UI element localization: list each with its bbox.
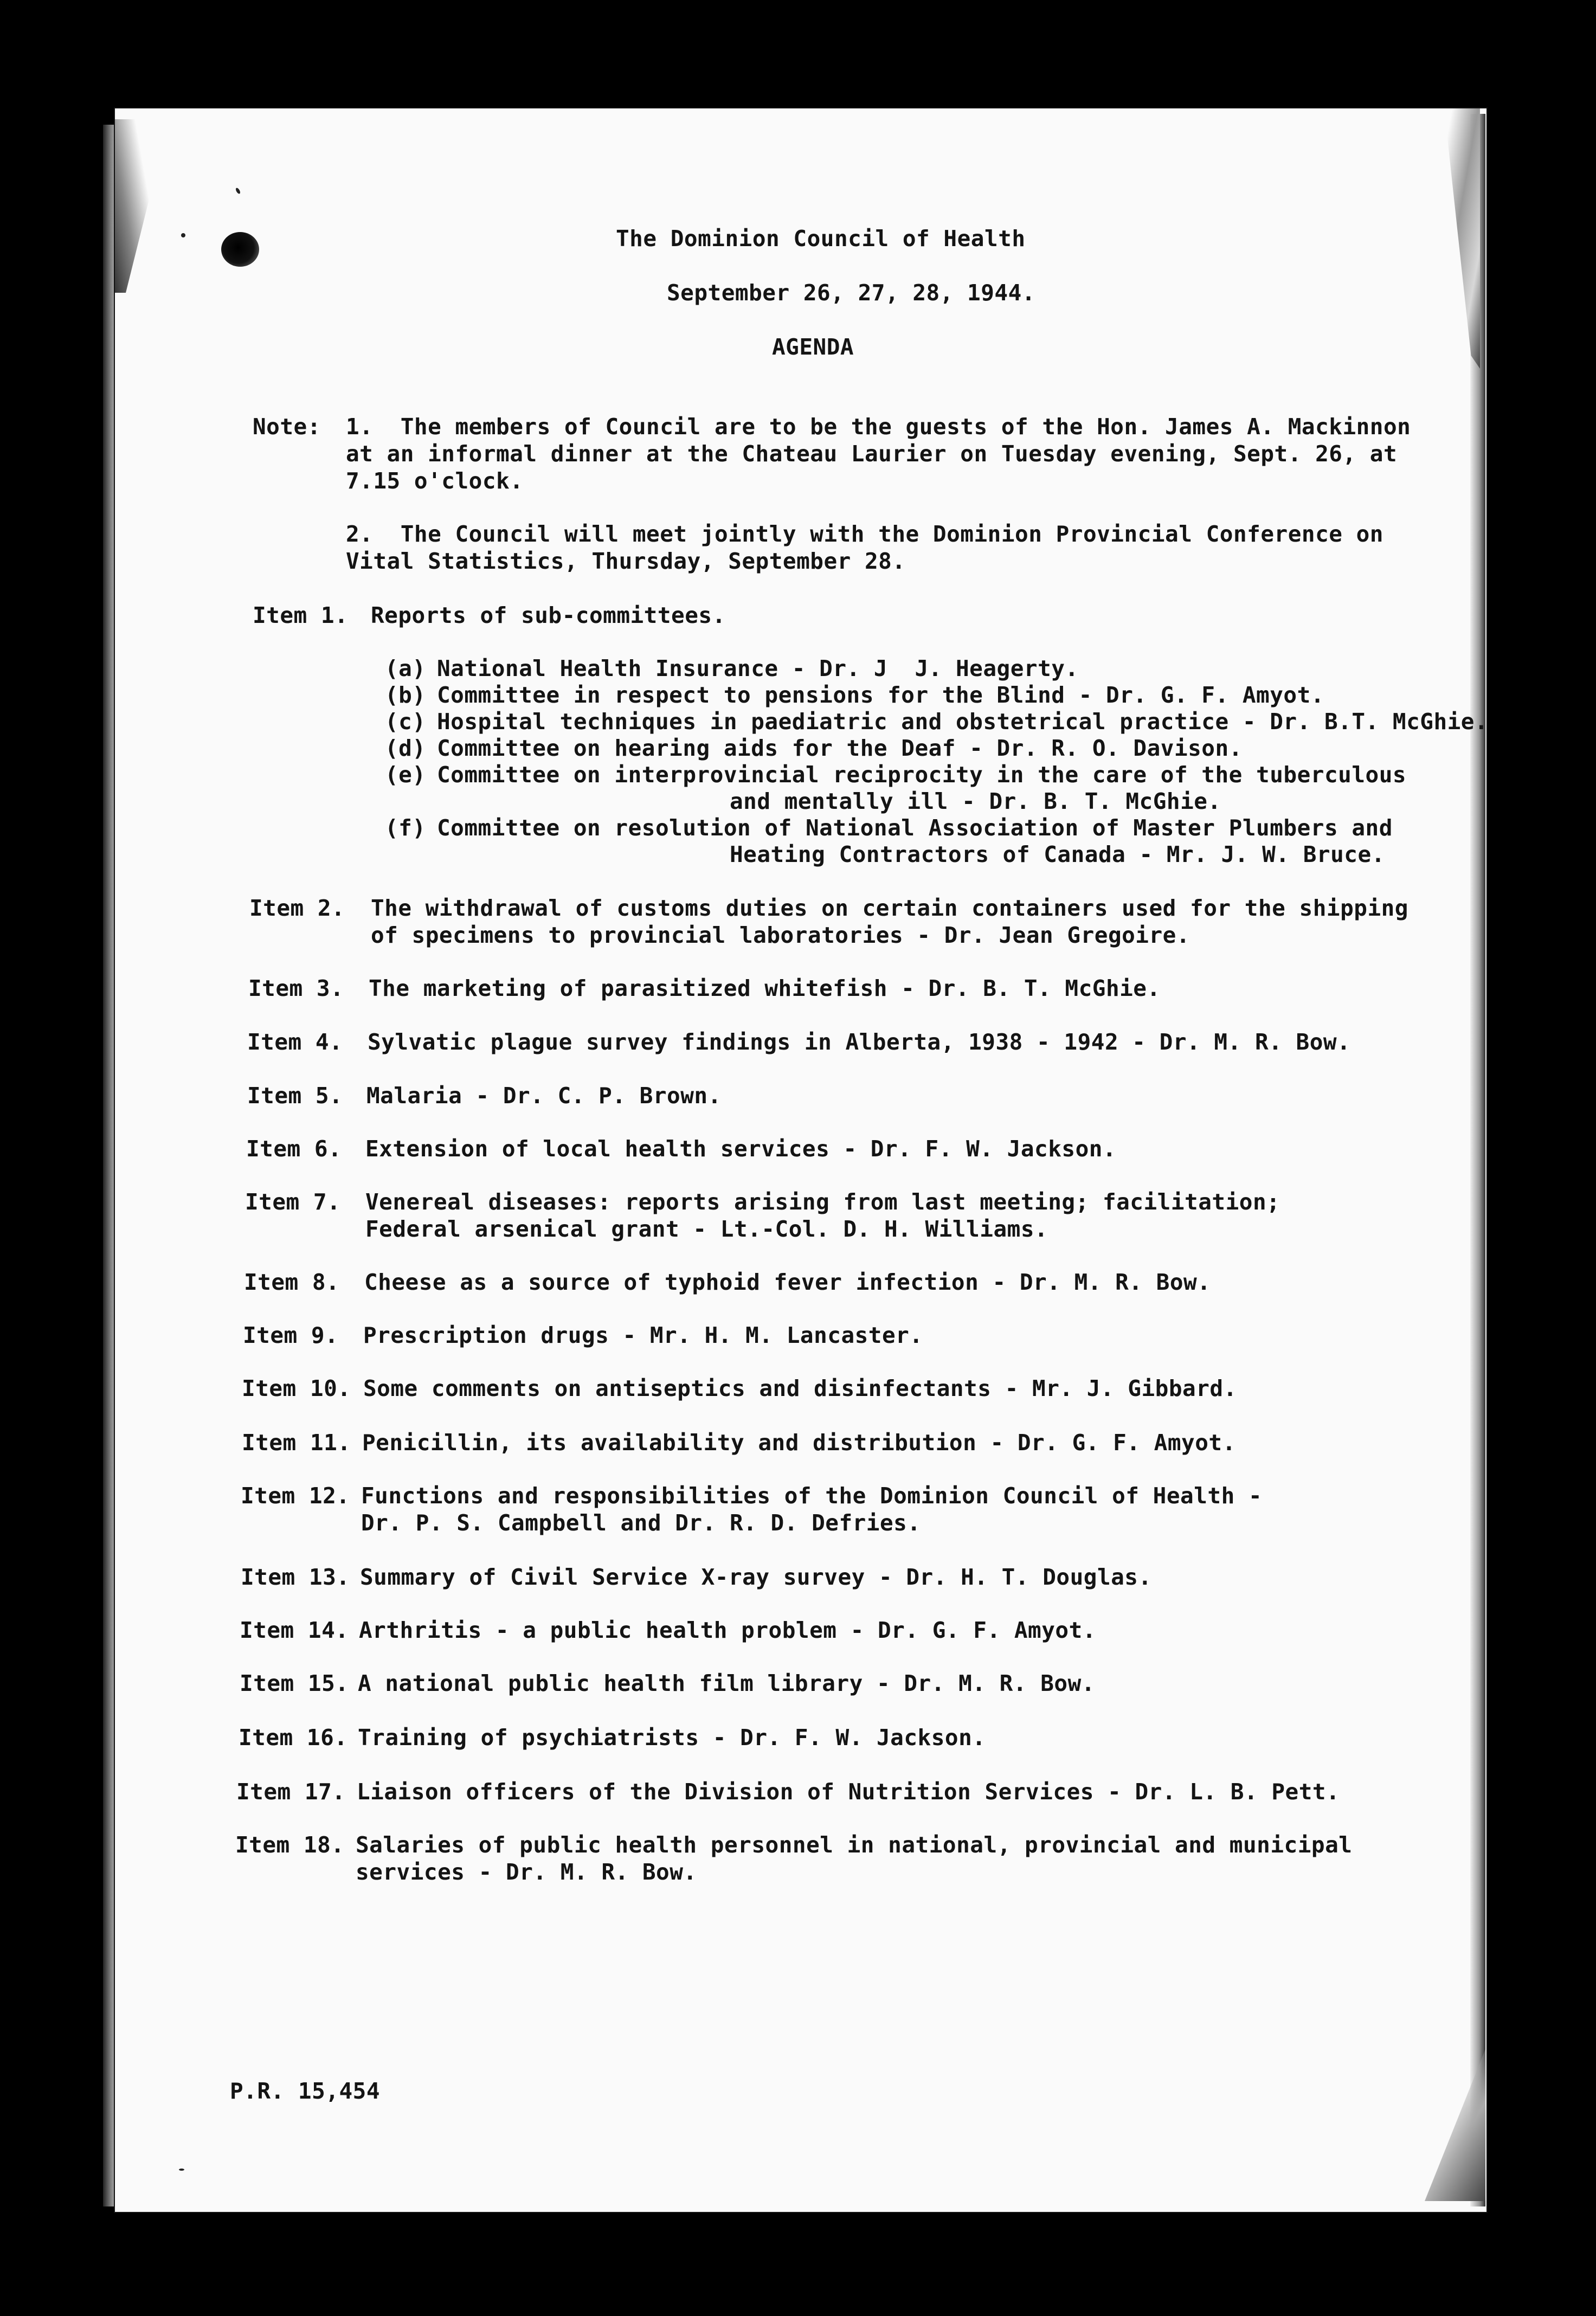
item-text: Reports of sub-committees. [371, 602, 726, 628]
speck-mark [181, 233, 185, 237]
item-text: Summary of Civil Service X-ray survey - Dr. H. T. Douglas. [360, 1564, 1152, 1590]
item-text: Sylvatic plague survey findings in Alberta, 1938 - 1942 - Dr. M. R. Bow. [368, 1029, 1351, 1055]
subcommittee-letter: (a) [385, 655, 426, 681]
subcommittee-text: Committee on hearing aids for the Deaf - Dr. R. O. Davison. [437, 735, 1243, 761]
item-label: Item 15. [240, 1670, 349, 1696]
item-label: Item 5. [247, 1083, 343, 1109]
subcommittee-text: Committee on interprovincial reciprocity in the care of the tuberculous [437, 762, 1407, 788]
agenda-heading: AGENDA [772, 334, 854, 360]
document-right-edge [1470, 114, 1485, 2206]
speck-mark [179, 2169, 184, 2171]
subcommittee-letter: (c) [385, 709, 426, 735]
note-1-line: at an informal dinner at the Chateau Laurier on Tuesday evening, Sept. 26, at [346, 441, 1398, 467]
item-label: Item 8. [244, 1269, 340, 1295]
subcommittee-text: and mentally ill - Dr. B. T. McGhie. [730, 788, 1221, 814]
item-label: Item 4. [247, 1029, 343, 1055]
item-label: Item 3. [248, 975, 344, 1001]
item-text: Functions and responsibilities of the Dominion Council of Health - [361, 1483, 1263, 1509]
item-text: of specimens to provincial laboratories - Dr. Jean Gregoire. [371, 922, 1190, 948]
item-text: Penicillin, its availability and distribution - Dr. G. F. Amyot. [362, 1430, 1236, 1456]
item-label: Item 1. [253, 602, 349, 628]
item-text: Prescription drugs - Mr. H. M. Lancaster. [363, 1322, 923, 1348]
subcommittee-letter: (b) [385, 682, 426, 708]
file-reference: P.R. 15,454 [230, 2078, 381, 2104]
subcommittee-letter: (d) [385, 735, 426, 761]
item-text: Extension of local health services - Dr. F. W. Jackson. [365, 1136, 1117, 1162]
subcommittee-text: Hospital techniques in paediatric and obstetrical practice - Dr. B.T. McGhie. [437, 709, 1489, 735]
item-text: The withdrawal of customs duties on certain containers used for the shipping [371, 895, 1408, 921]
item-label: Item 2. [249, 895, 345, 921]
subcommittee-letter: (f) [385, 815, 426, 841]
item-text: Some comments on antiseptics and disinfectants - Mr. J. Gibbard. [363, 1375, 1237, 1401]
note-1-line: 1. The members of Council are to be the guests of the Hon. James A. Mackinnon [346, 414, 1411, 440]
item-label: Item 9. [243, 1322, 339, 1348]
item-label: Item 11. [242, 1430, 351, 1456]
note-2-line: Vital Statistics, Thursday, September 28. [346, 548, 906, 574]
item-text: Arthritis - a public health problem - Dr. G. F. Amyot. [359, 1617, 1096, 1643]
note-label: Note: [253, 414, 321, 440]
item-text: The marketing of parasitized whitefish - Dr. B. T. McGhie. [369, 975, 1161, 1001]
punch-hole [221, 232, 259, 267]
item-label: Item 14. [240, 1617, 349, 1643]
item-text: A national public health film library - Dr. M. R. Bow. [358, 1670, 1095, 1696]
item-text: Training of psychiatrists - Dr. F. W. Jackson. [358, 1725, 986, 1751]
item-text: services - Dr. M. R. Bow. [356, 1859, 697, 1885]
item-text: Venereal diseases: reports arising from last meeting; facilitation; [365, 1189, 1280, 1215]
item-label: Item 16. [239, 1725, 348, 1751]
note-1-line: 7.15 o'clock. [346, 468, 524, 494]
item-text: Salaries of public health personnel in national, provincial and municipal [356, 1832, 1353, 1858]
note-2-line: 2. The Council will meet jointly with the Dominion Provincial Conference on [346, 521, 1383, 547]
item-label: Item 13. [241, 1564, 350, 1590]
subcommittee-text: Committee in respect to pensions for the Blind - Dr. G. F. Amyot. [437, 682, 1324, 708]
subcommittee-text: Committee on resolution of National Association of Master Plumbers and [437, 815, 1393, 841]
document-title: The Dominion Council of Health [616, 226, 1026, 252]
item-label: Item 7. [245, 1189, 341, 1215]
item-text: Cheese as a source of typhoid fever infection - Dr. M. R. Bow. [364, 1269, 1211, 1295]
item-label: Item 17. [236, 1779, 346, 1805]
item-label: Item 6. [246, 1136, 342, 1162]
item-label: Item 18. [235, 1832, 345, 1858]
item-text: Malaria - Dr. C. P. Brown. [366, 1083, 722, 1109]
subcommittee-text: National Health Insurance - Dr. J J. Heagerty. [437, 655, 1079, 681]
item-text: Federal arsenical grant - Lt.-Col. D. H. Williams. [365, 1216, 1048, 1242]
item-text: Liaison officers of the Division of Nutrition Services - Dr. L. B. Pett. [357, 1779, 1340, 1805]
item-label: Item 10. [242, 1375, 351, 1401]
subcommittee-letter: (e) [385, 762, 426, 788]
item-label: Item 12. [241, 1483, 350, 1509]
meeting-dates: September 26, 27, 28, 1944. [667, 280, 1035, 306]
subcommittee-text: Heating Contractors of Canada - Mr. J. W. Bruce. [730, 841, 1385, 867]
item-text: Dr. P. S. Campbell and Dr. R. D. Defries. [361, 1510, 921, 1536]
